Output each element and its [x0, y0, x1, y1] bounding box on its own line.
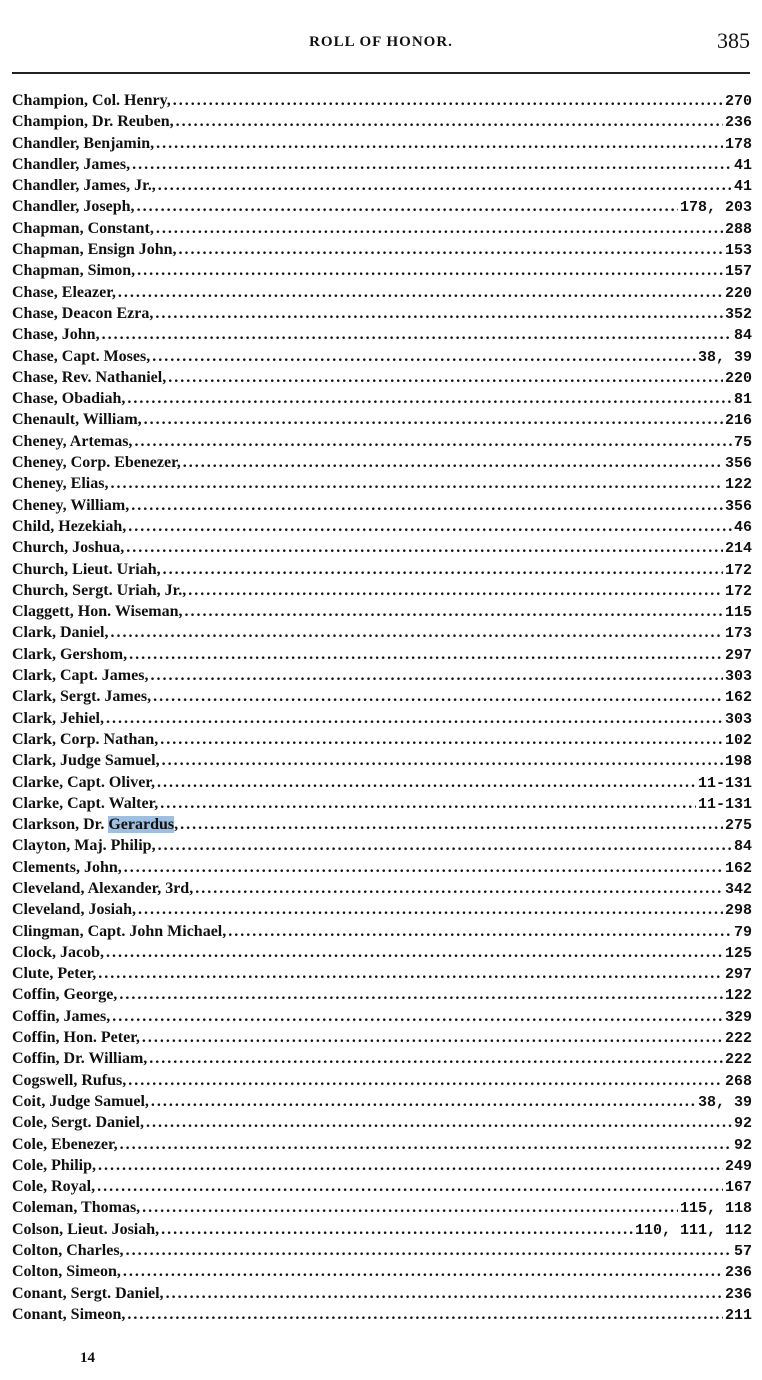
index-entry: [12, 218, 752, 239]
index-entry: [12, 559, 752, 580]
index-entry: [12, 1134, 752, 1155]
entry-name: Coffin, George,: [12, 986, 118, 1004]
dot-leader: [127, 388, 732, 409]
entry-name: Clarke, Capt. Oliver,: [12, 773, 155, 791]
entry-pages: 297: [724, 966, 752, 984]
signature-mark: 14: [80, 1350, 95, 1366]
entry-name: Chase, Eleazer,: [12, 283, 116, 301]
index-entry: [12, 1070, 752, 1091]
entry-name: Chase, John,: [12, 326, 100, 344]
index-entry: [12, 1197, 752, 1218]
index-entry: [12, 857, 752, 878]
index-entry: [12, 431, 752, 452]
index-entry: [12, 537, 752, 558]
entry-name: Coleman, Thomas,: [12, 1199, 141, 1217]
dot-leader: [97, 1176, 723, 1197]
entry-name: Clarkson, Dr. Gerardus,: [12, 816, 179, 834]
entry-pages: 122: [724, 476, 752, 494]
entry-pages: 297: [724, 646, 752, 664]
entry-pages: 41: [733, 178, 752, 196]
entry-pages: 167: [724, 1179, 752, 1197]
entry-pages: 162: [724, 689, 752, 707]
entry-name: Chandler, Benjamin,: [12, 134, 155, 152]
entry-name: Cheney, Corp. Ebenezer,: [12, 454, 181, 472]
dot-leader: [160, 793, 696, 814]
index-entry: [12, 814, 752, 835]
entry-name: Cole, Ebenezer,: [12, 1135, 118, 1153]
index-entry: [12, 452, 752, 473]
dot-leader: [163, 559, 723, 580]
entry-name: Colson, Lieut. Josiah,: [12, 1220, 160, 1238]
dot-leader: [179, 239, 723, 260]
entry-pages: 172: [724, 561, 752, 579]
dot-leader: [144, 409, 723, 430]
index-entry: [12, 963, 752, 984]
entry-pages: 79: [733, 923, 752, 941]
entry-pages: 153: [724, 242, 752, 260]
entry-name: Chapman, Simon,: [12, 262, 136, 280]
dot-leader: [118, 282, 723, 303]
dot-leader: [158, 835, 732, 856]
entry-pages: 57: [733, 1243, 752, 1261]
index-entry: [12, 686, 752, 707]
entry-pages: 352: [724, 305, 752, 323]
index-entry: [12, 367, 752, 388]
text-selection-highlight[interactable]: Gerardus: [108, 816, 175, 834]
entry-name: Clark, Jehiel,: [12, 709, 104, 727]
entry-pages: 303: [724, 668, 752, 686]
dot-leader: [149, 1048, 723, 1069]
index-entry: [12, 495, 752, 516]
dot-leader: [126, 1240, 732, 1261]
entry-name: Champion, Col. Henry,: [12, 92, 171, 109]
index-entry: [12, 984, 752, 1005]
index-entry: [12, 1176, 752, 1197]
entry-name: Chase, Rev. Nathaniel,: [12, 368, 167, 386]
index-entry: [12, 239, 752, 260]
dot-leader: [112, 1006, 723, 1027]
entry-name: Clayton, Maj. Philip,: [12, 837, 156, 855]
index-entry: [12, 1048, 752, 1069]
entry-pages: 173: [724, 625, 752, 643]
dot-leader: [137, 260, 723, 281]
index-entry: [12, 1027, 752, 1048]
header-rule: [12, 72, 750, 74]
index-entry: [12, 1155, 752, 1176]
dot-leader: [106, 708, 723, 729]
page-number: 385: [717, 28, 750, 53]
entry-name: Chase, Capt. Moses,: [12, 347, 151, 365]
index-entry: [12, 878, 752, 899]
entry-pages: 110, 111, 112: [634, 1221, 752, 1239]
entry-name: Conant, Sergt. Daniel,: [12, 1284, 164, 1302]
entry-pages: 92: [733, 1115, 752, 1133]
entry-name: Coffin, Hon. Peter,: [12, 1029, 140, 1047]
entry-name: Clark, Capt. James,: [12, 667, 149, 685]
index-entry: [12, 1304, 752, 1325]
entry-pages: 178: [724, 135, 752, 153]
entry-pages: 214: [724, 540, 752, 558]
entry-pages: 270: [724, 93, 752, 110]
entry-name: Clark, Sergt. James,: [12, 688, 152, 706]
index-entry: [12, 303, 752, 324]
dot-leader: [160, 729, 723, 750]
entry-name: Clements, John,: [12, 858, 122, 876]
dot-leader: [185, 601, 723, 622]
entry-name: Cogswell, Rufus,: [12, 1071, 127, 1089]
entry-pages: 275: [724, 817, 752, 835]
entry-pages: 298: [724, 902, 752, 920]
dot-leader: [102, 324, 732, 345]
dot-leader: [156, 133, 723, 154]
index-entry: [12, 1112, 752, 1133]
entry-name: Chapman, Ensign John,: [12, 241, 177, 259]
entry-pages: 236: [724, 1285, 752, 1303]
dot-leader: [173, 90, 723, 111]
entry-pages: 288: [724, 220, 752, 238]
dot-leader: [127, 1304, 723, 1325]
entry-pages: 125: [724, 944, 752, 962]
dot-leader: [176, 111, 723, 132]
entry-pages: 329: [724, 1008, 752, 1026]
entry-name: Clark, Judge Samuel,: [12, 752, 160, 770]
entry-pages: 178, 203: [679, 199, 752, 217]
index-entry: [12, 942, 752, 963]
entry-pages: 268: [724, 1072, 752, 1090]
dot-leader: [180, 814, 723, 835]
entry-name: Church, Joshua,: [12, 539, 125, 557]
entry-name: Chandler, James,: [12, 155, 131, 173]
entry-name: Clingman, Capt. John Michael,: [12, 922, 227, 940]
entry-name: Chase, Deacon Ezra,: [12, 304, 154, 322]
index-entry: [12, 1283, 752, 1304]
entry-pages: 216: [724, 412, 752, 430]
entry-pages: 11-131: [697, 795, 752, 813]
dot-leader: [106, 942, 723, 963]
index-entry: [12, 133, 752, 154]
index-entry: [12, 90, 752, 111]
dot-leader: [131, 495, 723, 516]
dot-leader: [195, 878, 723, 899]
entry-pages: 115: [724, 604, 752, 622]
dot-leader: [151, 1091, 696, 1112]
entry-pages: 75: [733, 433, 752, 451]
index-entry: [12, 282, 752, 303]
entry-name: Cheney, Artemas,: [12, 432, 133, 450]
entry-name: Clark, Daniel,: [12, 624, 109, 642]
entry-pages: 220: [724, 369, 752, 387]
entry-name: Chandler, James, Jr.,: [12, 177, 156, 195]
index-entry: [12, 324, 752, 345]
dot-leader: [124, 857, 723, 878]
dot-leader: [110, 622, 723, 643]
dot-leader: [146, 1112, 732, 1133]
dot-leader: [228, 921, 732, 942]
entry-name: Cheney, William,: [12, 496, 130, 514]
dot-leader: [183, 452, 723, 473]
entry-pages: 220: [724, 284, 752, 302]
entry-name: Claggett, Hon. Wiseman,: [12, 603, 183, 621]
dot-leader: [123, 1261, 723, 1282]
entry-pages: 81: [733, 391, 752, 409]
entry-pages: 122: [724, 987, 752, 1005]
entry-pages: 222: [724, 1051, 752, 1069]
index-entry: [12, 772, 752, 793]
roll-of-honor-index: [12, 90, 752, 1325]
dot-leader: [152, 346, 696, 367]
entry-name: Clock, Jacob,: [12, 943, 104, 961]
dot-leader: [156, 218, 723, 239]
entry-name: Cole, Philip,: [12, 1156, 97, 1174]
dot-leader: [134, 431, 732, 452]
entry-pages: 356: [724, 455, 752, 473]
entry-pages: 38, 39: [697, 348, 752, 366]
index-entry: [12, 644, 752, 665]
dot-leader: [128, 516, 732, 537]
entry-name: Cole, Sergt. Daniel,: [12, 1114, 144, 1132]
index-entry: [12, 196, 752, 217]
entry-pages: 198: [724, 753, 752, 771]
entry-name: Coit, Judge Samuel,: [12, 1092, 149, 1110]
entry-name: Colton, Charles,: [12, 1242, 124, 1260]
entry-pages: 92: [733, 1136, 752, 1154]
entry-pages: 236: [724, 114, 752, 132]
index-entry: [12, 835, 752, 856]
dot-leader: [137, 196, 678, 217]
entry-pages: 157: [724, 263, 752, 281]
entry-pages: 84: [733, 838, 752, 856]
entry-name: Conant, Simeon,: [12, 1305, 126, 1323]
running-title: ROLL OF HONOR.: [309, 34, 453, 50]
entry-pages: 102: [724, 731, 752, 749]
entry-name: Clute, Peter,: [12, 965, 97, 983]
dot-leader: [126, 537, 723, 558]
dot-leader: [188, 580, 723, 601]
entry-pages: 222: [724, 1030, 752, 1048]
index-entry: [12, 1261, 752, 1282]
index-entry: [12, 260, 752, 281]
index-entry: [12, 601, 752, 622]
index-entry: [12, 899, 752, 920]
dot-leader: [142, 1197, 678, 1218]
entry-name: Child, Hezekiah,: [12, 517, 127, 535]
entry-name: Clarke, Capt. Walter,: [12, 794, 159, 812]
index-entry: [12, 473, 752, 494]
dot-leader: [168, 367, 723, 388]
dot-leader: [142, 1027, 723, 1048]
entry-pages: 236: [724, 1264, 752, 1282]
entry-pages: 172: [724, 582, 752, 600]
index-entry: [12, 516, 752, 537]
dot-leader: [129, 644, 723, 665]
dot-leader: [166, 1283, 723, 1304]
entry-pages: 115, 118: [679, 1200, 752, 1218]
entry-name: Chenault, William,: [12, 411, 142, 429]
entry-name: Clark, Corp. Nathan,: [12, 730, 159, 748]
index-entry: [12, 388, 752, 409]
index-entry: [12, 1091, 752, 1112]
index-entry: [12, 729, 752, 750]
entry-pages: 342: [724, 880, 752, 898]
entry-name: Chase, Obadiah,: [12, 390, 126, 408]
dot-leader: [157, 772, 696, 793]
entry-name: Cleveland, Josiah,: [12, 901, 137, 919]
index-entry: [12, 346, 752, 367]
dot-leader: [98, 963, 723, 984]
index-entry: [12, 111, 752, 132]
entry-pages: 249: [724, 1157, 752, 1175]
index-entry: [12, 793, 752, 814]
index-entry: [12, 921, 752, 942]
dot-leader: [150, 665, 723, 686]
entry-name: Chandler, Joseph,: [12, 198, 135, 216]
index-entry: [12, 665, 752, 686]
entry-pages: 38, 39: [697, 1093, 752, 1111]
entry-pages: 211: [724, 1306, 752, 1324]
dot-leader: [98, 1155, 723, 1176]
index-entry: [12, 154, 752, 175]
entry-name: Cheney, Elias,: [12, 475, 109, 493]
index-entry: [12, 409, 752, 430]
index-entry: [12, 1219, 752, 1240]
dot-leader: [162, 750, 723, 771]
index-entry: [12, 175, 752, 196]
entry-name: Colton, Simeon,: [12, 1263, 121, 1281]
entry-pages: 11-131: [697, 774, 752, 792]
entry-name: Chapman, Constant,: [12, 219, 154, 237]
page-header: [12, 28, 750, 72]
dot-leader: [155, 303, 723, 324]
entry-pages: 46: [733, 518, 752, 536]
dot-leader: [161, 1219, 633, 1240]
dot-leader: [119, 984, 723, 1005]
dot-leader: [138, 899, 723, 920]
entry-name: Coffin, James,: [12, 1007, 111, 1025]
entry-name: Cleveland, Alexander, 3rd,: [12, 879, 194, 897]
entry-name: Church, Sergt. Uriah, Jr.,: [12, 581, 187, 599]
dot-leader: [153, 686, 723, 707]
index-entry: [12, 750, 752, 771]
entry-pages: 162: [724, 859, 752, 877]
index-entry: [12, 708, 752, 729]
dot-leader: [110, 473, 723, 494]
entry-name: Coffin, Dr. William,: [12, 1050, 148, 1068]
dot-leader: [120, 1134, 732, 1155]
index-entry: [12, 1006, 752, 1027]
entry-pages: 356: [724, 497, 752, 515]
dot-leader: [132, 154, 732, 175]
index-entry: [12, 1240, 752, 1261]
entry-pages: 303: [724, 710, 752, 728]
dot-leader: [158, 175, 732, 196]
entry-pages: 41: [733, 156, 752, 174]
index-entry: [12, 622, 752, 643]
entry-name: Clark, Gershom,: [12, 645, 128, 663]
entry-pages: 84: [733, 327, 752, 345]
dot-leader: [128, 1070, 723, 1091]
entry-name: Church, Lieut. Uriah,: [12, 560, 161, 578]
entry-name: Champion, Dr. Reuben,: [12, 113, 174, 131]
index-entry: [12, 580, 752, 601]
entry-name: Cole, Royal,: [12, 1178, 96, 1196]
